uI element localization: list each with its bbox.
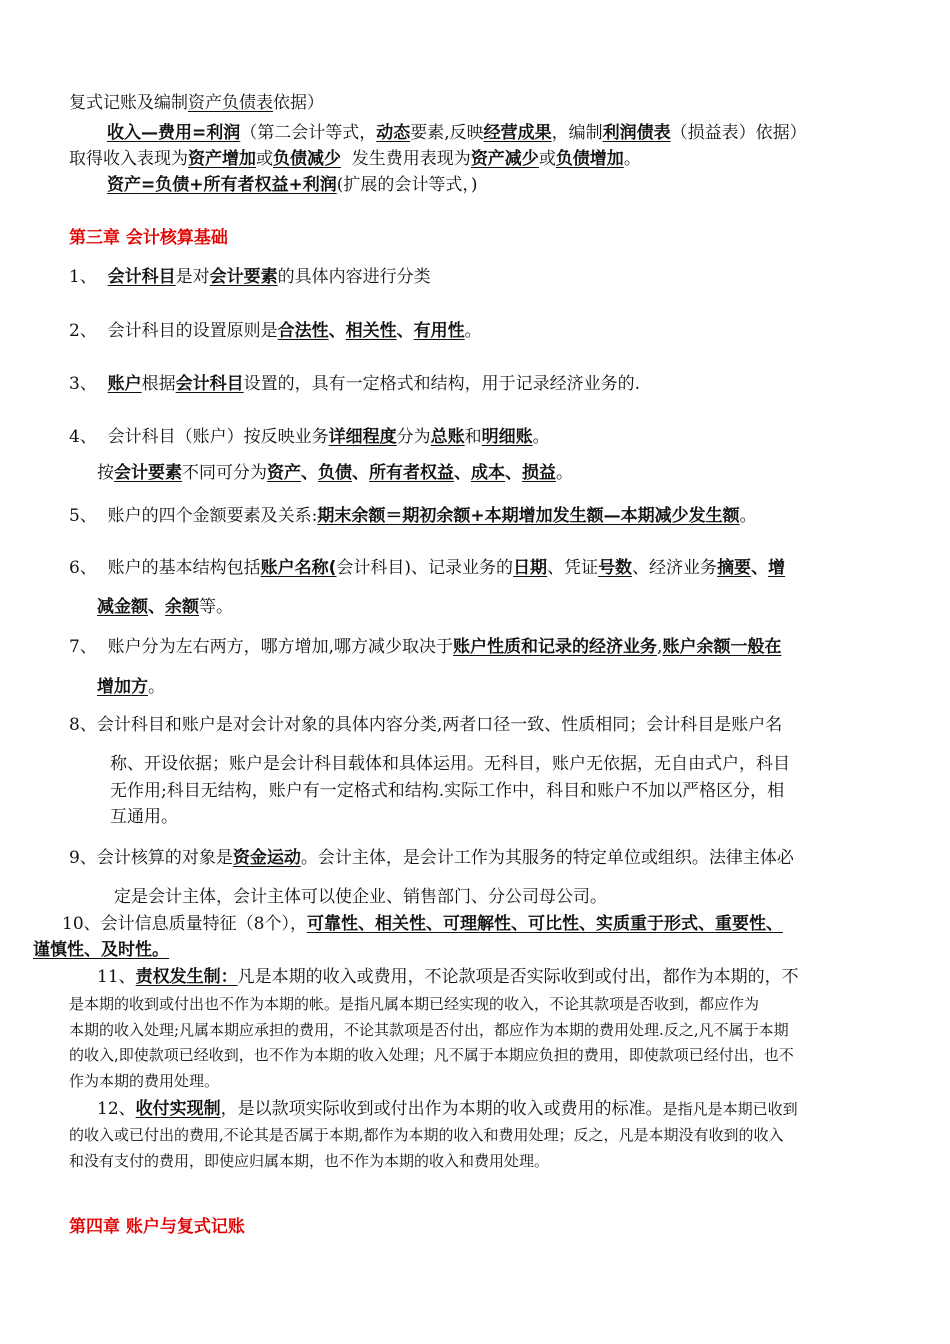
text: 会计科目)、记录业务的: [336, 558, 514, 578]
text: （损益表）依据）: [670, 123, 807, 143]
key-term: 会计要素: [114, 463, 182, 483]
key-term: 账户名称(: [260, 558, 337, 578]
text: 、: [148, 597, 165, 617]
text-line: [69, 148, 641, 170]
key-term: 账户余额一般在: [662, 637, 782, 657]
list-item-continuation: [97, 596, 233, 618]
text: 。: [532, 427, 550, 447]
key-term: 减金额: [97, 597, 148, 617]
list-item-continuation: [97, 676, 165, 698]
chapter-heading: 第四章 账户与复式记账: [69, 1217, 245, 1237]
text: ,: [657, 637, 663, 657]
key-term: 责权发生制：: [135, 967, 238, 987]
text-line: [107, 122, 807, 144]
key-term: 资产增加: [188, 149, 256, 169]
text: 账户的基本结构包括: [107, 558, 261, 578]
text: 8、会计科目和账户是对会计对象的具体内容分类,两者口径一致、性质相同；会计科目是账户名: [69, 715, 783, 735]
text: 账户分为左右两方，哪方增加,哪方减少取决于: [107, 637, 454, 657]
list-item: [69, 636, 781, 658]
item-number: 6、: [69, 558, 97, 578]
list-item: [69, 847, 794, 869]
key-term: 会计科目: [175, 374, 244, 394]
item-number: 2、: [69, 321, 97, 341]
text: 要素,反映: [410, 123, 484, 143]
list-item-continuation: 作为本期的费用处理。: [69, 1072, 220, 1090]
text: 、: [328, 321, 346, 341]
text: 。: [556, 463, 573, 483]
key-term: 成本: [471, 463, 505, 483]
key-term: 会计要素: [209, 267, 278, 287]
list-item-continuation: 称、开设依据；账户是会计科目载体和具体运用。无科目，账户无依据，无自由式户，科目: [110, 754, 790, 774]
key-term: 谨慎性、及时性。: [33, 940, 169, 960]
text: 是对: [175, 267, 210, 287]
text: 发生费用表现为: [341, 149, 471, 169]
text: 、: [505, 463, 522, 483]
list-item-continuation: 互通用。: [110, 807, 178, 827]
text: 按: [97, 463, 114, 483]
key-term: 日期: [513, 558, 548, 578]
key-term: 会计科目: [107, 267, 176, 287]
key-term: 增: [768, 558, 786, 578]
key-term: 详细程度: [328, 427, 397, 447]
key-term: 利润债表: [602, 123, 671, 143]
text: (扩展的会计等式，): [336, 175, 478, 195]
text: 依据）: [273, 93, 324, 113]
text: 、经济业务: [632, 558, 718, 578]
key-term: 资金运动: [232, 848, 301, 868]
text: 、: [301, 463, 318, 483]
key-term: 账户: [107, 374, 142, 394]
text: 。: [739, 506, 757, 526]
text: 等。: [199, 597, 233, 617]
key-term: 经营成果: [483, 123, 552, 143]
key-term: 合法性: [277, 321, 329, 341]
text: 9、会计核算的对象是: [69, 848, 233, 868]
text: 。: [148, 677, 165, 697]
list-item: [69, 714, 782, 736]
text: 或: [538, 149, 556, 169]
text: 11、: [97, 967, 136, 987]
key-term: 余额: [165, 597, 199, 617]
list-item-continuation: 的收入,即使款项已经收到，也不作为本期的收入处理；凡不属于本期应负担的费用，即使款项已经付出，也不: [69, 1046, 794, 1064]
key-term: 负债: [318, 463, 352, 483]
list-item: [69, 320, 482, 342]
text: 12、: [97, 1099, 136, 1119]
key-term: 明细账: [481, 427, 533, 447]
key-term: 资产: [267, 463, 301, 483]
text: ，是以款项实际收到或付出作为本期的收入或费用的标准。: [220, 1099, 663, 1119]
key-term: 有用性: [413, 321, 465, 341]
text: 、凭证: [547, 558, 599, 578]
text: 会计科目（账户）按反映业务: [107, 427, 329, 447]
key-term: 总账: [430, 427, 465, 447]
key-term: 收入—费用=利润: [107, 123, 241, 143]
list-item-continuation: 本期的收入处理;凡属本期应承担的费用，不论其款项是否付出，都应作为本期的费用处理.反之,凡不属于本期: [69, 1021, 789, 1039]
key-term: 摘要: [717, 558, 752, 578]
text: 和: [464, 427, 482, 447]
text: 。: [623, 149, 641, 169]
text: 会计科目的设置原则是: [107, 321, 278, 341]
key-term: 负债增加: [555, 149, 624, 169]
list-item: [69, 373, 640, 395]
list-item-continuation: [33, 939, 169, 961]
list-item-continuation: 定是会计主体，会计主体可以使企业、销售部门、分公司母公司。: [114, 887, 607, 907]
text: 不同可分为: [182, 463, 267, 483]
text: 账户的四个金额要素及关系:: [107, 506, 318, 526]
key-term: 可靠性、相关性、可理解性、可比性、实质重于形式、重要性、: [306, 914, 783, 934]
list-item: [97, 966, 799, 988]
key-term: 负债减少: [273, 149, 341, 169]
key-term: 收付实现制: [135, 1099, 221, 1119]
text: 取得收入表现为: [69, 149, 188, 169]
list-item-continuation: 的收入或已付出的费用,不论其是否属于本期,都作为本期的收入和费用处理；反之，凡是本期没有收到的收入: [69, 1126, 784, 1144]
key-term: 动态: [376, 123, 411, 143]
list-item: [97, 1098, 798, 1120]
list-item: [69, 505, 757, 527]
text: 。会计主体，是会计工作为其服务的特定单位或组织。法律主体必: [300, 848, 794, 868]
text: 、: [751, 558, 769, 578]
text: 是指凡是本期已收到: [662, 1100, 798, 1118]
text: 10、会计信息质量特征（8个），: [62, 914, 307, 934]
text: 、: [352, 463, 369, 483]
text: 复式记账及编制: [69, 93, 188, 113]
text-line: [107, 174, 478, 196]
text: （第二会计等式，: [240, 123, 377, 143]
key-term: 增加方: [97, 677, 148, 697]
text: 设置的，具有一定格式和结构，用于记录经济业务的.: [243, 374, 641, 394]
key-term: 资产减少: [470, 149, 539, 169]
key-term: 损益: [522, 463, 556, 483]
item-number: 4、: [69, 427, 97, 447]
list-item-continuation: [97, 462, 573, 484]
item-number: 1、: [69, 267, 97, 287]
key-term: 资产=负债+所有者权益+利润: [107, 175, 337, 195]
text: 分为: [396, 427, 431, 447]
list-item: [69, 266, 431, 288]
text: 、: [454, 463, 471, 483]
text: 或: [256, 149, 273, 169]
text: 根据: [141, 374, 176, 394]
text: ，编制: [551, 123, 603, 143]
list-item-continuation: 是本期的收到或付出也不作为本期的帐。是指凡属本期已经实现的收入，不论其款项是否收到，都应作为: [69, 995, 760, 1013]
text: 、: [396, 321, 414, 341]
list-item: [62, 913, 783, 935]
text: 凡是本期的收入或费用，不论款项是否实际收到或付出，都作为本期的，不: [237, 967, 799, 987]
list-item: [69, 557, 785, 579]
item-number: 7、: [69, 637, 97, 657]
text: 。: [464, 321, 482, 341]
underlined-term: 资产负债表: [188, 93, 273, 113]
key-term: 号数: [598, 558, 633, 578]
key-term: 所有者权益: [369, 463, 454, 483]
list-item: [69, 426, 550, 448]
list-item-continuation: 和没有支付的费用，即使应归属本期，也不作为本期的收入和费用处理。: [69, 1152, 550, 1170]
list-item-continuation: 无作用;科目无结构，账户有一定格式和结构.实际工作中，科目和账户不加以严格区分，相: [110, 781, 785, 801]
key-term: 账户性质和记录的经济业务: [453, 637, 658, 657]
text: 的具体内容进行分类: [277, 267, 431, 287]
item-number: 5、: [69, 506, 97, 526]
text-line: [69, 92, 324, 114]
key-term: 相关性: [345, 321, 397, 341]
key-term: 期末余额＝期初余额+本期增加发生额—本期减少发生额: [317, 506, 740, 526]
chapter-heading: 第三章 会计核算基础: [69, 228, 228, 248]
item-number: 3、: [69, 374, 97, 394]
